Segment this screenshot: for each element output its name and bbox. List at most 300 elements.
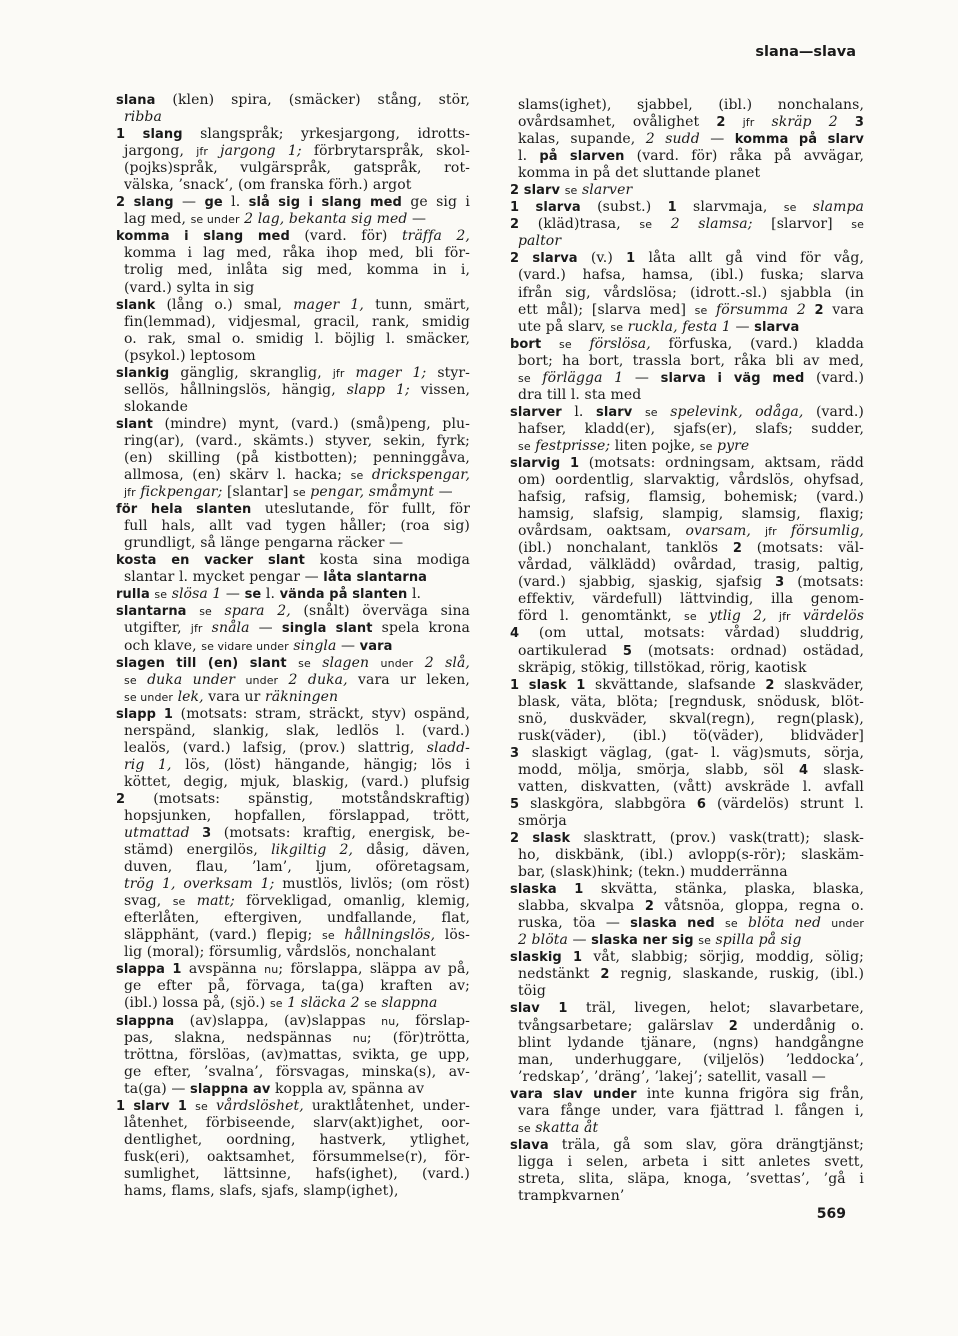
reference-marker: se	[195, 1099, 208, 1113]
reference-marker: se	[644, 405, 658, 419]
reference-marker: se	[350, 469, 364, 483]
reference-marker: se	[364, 997, 377, 1011]
definition-text: och klave,	[124, 637, 202, 654]
text-line	[116, 92, 470, 109]
definition-text: (kläd)trasa,	[519, 216, 640, 233]
definition-text	[838, 114, 855, 130]
headword: slankig	[116, 365, 170, 381]
definition-text: vara	[823, 301, 864, 318]
definition-text: slaskigt väglag, (gat- l. väg)smuts, sörja,	[519, 744, 864, 761]
definition-text: (om uttal, motsats: vårdad) sluddrig,	[519, 625, 864, 642]
reference-marker: nu	[264, 963, 279, 977]
definition-text: välska, ’snack’, (om franska förh.) argot	[124, 177, 412, 194]
text-line	[116, 978, 470, 995]
definition-text	[632, 404, 645, 420]
text-line	[116, 961, 470, 978]
definition-text: slaskgöra, slabbgöra	[519, 795, 697, 812]
text-line	[116, 484, 470, 501]
left-column	[116, 92, 470, 1200]
definition-text: snö, duskväder, skval(regn), regn(plask),	[518, 710, 864, 727]
definition-text: slangspråk; yrkesjargong, idrotts-	[182, 126, 470, 143]
text-line	[510, 677, 864, 694]
text-line	[116, 314, 470, 331]
cross-reference: ribba	[124, 109, 162, 126]
text-line	[510, 779, 864, 796]
reference-marker: jfr	[124, 486, 136, 500]
definition-text: [slarvor]	[752, 216, 852, 233]
text-line	[510, 949, 864, 966]
definition-text: hopsjunken, hopfallen, förslappad, trött,	[124, 807, 470, 824]
definition-text: —	[434, 484, 453, 501]
text-line	[510, 506, 864, 523]
definition-text: l.	[407, 586, 422, 603]
headword: vara slav under	[510, 1086, 637, 1102]
cross-reference: rig 1,	[124, 756, 172, 773]
definition-text	[203, 620, 212, 636]
reference-marker: nu	[381, 1014, 396, 1028]
definition-text: bort; ha bort, trassla bort, råka bli av med,	[518, 352, 864, 369]
definition-text: hams, flams, slafs, sjafs, slamp(ighet),	[124, 1183, 399, 1199]
running-head: slana—slava	[755, 44, 856, 60]
cross-reference: spelevink, odåga,	[670, 403, 804, 420]
definition-text: komma in på det sluttande planet	[518, 165, 761, 182]
definition-text: nerspänd, slankig, slak, ledlös l. (vard.)	[124, 722, 470, 739]
definition-text: (värdelös) strunt l.	[706, 795, 864, 812]
definition-text	[137, 672, 147, 688]
text-line	[510, 523, 864, 540]
definition-text: styr-	[426, 364, 470, 381]
definition-text: mustlös, livlös; (om röst)	[274, 876, 470, 893]
definition-text: lealös, (vard.) lafsig, (prov.) slattrig,	[124, 739, 427, 756]
text-line	[510, 574, 864, 591]
reference-marker: jfr	[778, 610, 791, 624]
cross-reference: värdelös	[802, 608, 864, 625]
definition-text: (vard. för)	[289, 228, 402, 245]
text-line	[116, 1047, 470, 1064]
text-line	[510, 694, 864, 711]
definition-text: (subst.)	[580, 199, 668, 216]
text-line	[510, 182, 864, 199]
definition-text: slabba, skvalpa	[518, 898, 645, 915]
text-line	[116, 927, 470, 944]
headword: slant	[116, 416, 153, 432]
cross-reference: slagen	[322, 654, 370, 671]
definition-text: ho, diskbänk, (ibl.) avlopp(s-rör); slaskäm-	[518, 847, 864, 864]
text-line	[510, 216, 864, 233]
cross-reference: singla	[293, 637, 337, 654]
definition-text: (pojks)språk, vulgärspråk, gatspråk, rot-	[124, 160, 470, 177]
text-line	[510, 1120, 864, 1137]
cross-reference: 2 slamsa;	[670, 216, 753, 233]
definition-text: (vard.) hafsa, hamsa, (ibl.) fuska; slarva	[518, 267, 864, 284]
definition-text: skvätta, stänka, plaska, blaska,	[583, 881, 864, 898]
definition-text: (ibl.) nonchalant, tanklös	[518, 540, 733, 557]
text-line	[116, 655, 470, 672]
text-line	[510, 1171, 864, 1188]
headword: slava	[510, 1137, 549, 1153]
definition-text	[821, 915, 831, 931]
reference-marker: se	[559, 337, 572, 351]
text-line	[510, 267, 864, 284]
headword: 3	[510, 745, 520, 761]
definition-text: —	[567, 932, 592, 949]
headword: slana	[116, 93, 156, 108]
definition-text: ge efter, ’svalna’, försvagas, minska(s), av-	[124, 1063, 470, 1080]
definition-text: låta allt gå vind för våg,	[635, 250, 864, 267]
headword: slaska ned	[630, 916, 715, 932]
definition-text: tvångsarbetare; galärslav	[518, 1017, 729, 1034]
definition-text: , förslap-	[395, 1012, 471, 1029]
headword: kosta en vacker slant	[116, 553, 305, 569]
reference-marker: se	[564, 184, 578, 198]
text-line	[510, 302, 864, 319]
definition-text: stämd) energilös,	[124, 842, 272, 859]
definition-text: träla, gå som slav, göra drängtjänst;	[548, 1136, 864, 1153]
definition-text: (en) skilling (på kistbotten); penninggåva,	[124, 449, 470, 466]
definition-text: (motsats:	[784, 574, 864, 591]
cross-reference: fickpengar;	[140, 484, 223, 501]
definition-text	[754, 114, 771, 130]
text-line	[116, 757, 470, 774]
headword: 4	[798, 762, 809, 778]
definition-text: (motsats: stram, sträckt, styv) ospänd,	[172, 705, 470, 722]
text-line	[510, 540, 864, 557]
definition-text: —	[730, 318, 755, 335]
text-line	[510, 353, 864, 370]
definition-text: vara ur leken,	[347, 671, 470, 688]
definition-text: duven, flau, ’lam’, ljum, oföretagsam,	[124, 859, 470, 876]
text-line	[116, 944, 470, 961]
reference-marker: se vidare under	[201, 639, 289, 653]
page-number: 569	[816, 1206, 846, 1222]
definition-text	[345, 365, 356, 381]
definition-text	[777, 523, 791, 539]
text-line	[510, 250, 864, 267]
definition-text: förbrytarspråk, skol-	[301, 143, 470, 160]
text-line	[116, 467, 470, 484]
definition-text: förd l. genomtänkt,	[518, 608, 685, 625]
text-line	[510, 643, 864, 660]
headword: 1 slask 1	[510, 677, 586, 693]
text-line	[116, 1132, 470, 1149]
headword: 2	[728, 1018, 738, 1034]
definition-text: kalas, supande,	[518, 131, 646, 148]
definition-text: töig	[518, 983, 546, 1000]
headword: 2	[116, 791, 126, 807]
definition-text: smörja	[518, 812, 567, 829]
definition-text: rusk(väder), (ibl.) tö(väder), blidväder]	[518, 727, 864, 744]
definition-text: liten pojke,	[610, 437, 700, 454]
headword: 2	[814, 302, 824, 318]
definition-text: vara fånge under, vara fjättrad l. fången i,	[518, 1102, 864, 1119]
cross-reference: spara 2,	[224, 603, 291, 620]
reference-marker: se	[518, 371, 531, 385]
reference-marker: se under	[190, 213, 240, 227]
definition-text: (av)slappa, (av)slappas	[174, 1012, 382, 1029]
headword: slappna av	[190, 1081, 271, 1097]
definition-text: våtsnöa, gloppa, regna o.	[653, 898, 864, 915]
text-line	[116, 348, 470, 365]
reference-marker: se	[783, 201, 797, 215]
definition-text: [slantar]	[222, 484, 294, 501]
definition-text	[652, 216, 671, 232]
headword: 2	[732, 541, 743, 557]
definition-text	[767, 608, 779, 624]
definition-text	[541, 336, 559, 352]
definition-text: lös-	[435, 927, 470, 944]
definition-text: låtenhet, förbiseende, slarv(akt)ighet, oor-	[124, 1114, 470, 1131]
reference-marker: jfr	[190, 622, 203, 636]
headword: slagen till (en) slant	[116, 655, 287, 671]
headword: 6	[696, 796, 707, 812]
headword: 2	[510, 217, 520, 233]
text-line	[116, 1081, 470, 1098]
text-line	[510, 336, 864, 353]
text-line	[116, 893, 470, 910]
definition-text: dåsig, däven,	[353, 842, 470, 859]
reference-marker: se	[172, 895, 186, 909]
definition-text	[278, 672, 288, 688]
text-line	[116, 689, 470, 706]
cross-reference: lek,	[177, 688, 204, 705]
text-line	[510, 1000, 864, 1017]
definition-text: —	[336, 637, 360, 654]
text-line	[510, 864, 864, 881]
text-line	[510, 608, 864, 625]
text-line	[510, 711, 864, 728]
text-line	[510, 370, 864, 387]
reference-marker: se	[298, 656, 311, 670]
cross-reference: skräp 2	[771, 114, 838, 131]
definition-text: ett mål); [slarva med]	[518, 301, 695, 318]
definition-text: ifrån sig, vårdslösa; (idrott.-sl.) sjabbla (in	[518, 284, 864, 301]
text-line	[116, 569, 470, 586]
definition-text: (motsats: väl-	[742, 540, 864, 557]
definition-text: (vard.) sjabbig, sjaskig, sjafsig	[518, 574, 776, 591]
cross-reference: matt;	[196, 893, 235, 910]
text-line	[116, 672, 470, 689]
text-line	[510, 1188, 864, 1205]
text-line	[510, 830, 864, 847]
definition-text	[572, 336, 590, 352]
definition-text: man, underhuggare, (viljelös) ’leddocka’,	[518, 1051, 864, 1068]
text-line	[116, 535, 470, 552]
headword: 2	[600, 967, 610, 983]
definition-text: (psykol.) leptosom	[124, 347, 256, 364]
cross-reference: jargong 1;	[220, 143, 302, 160]
reference-marker: under	[245, 673, 279, 687]
cross-reference: 2 blöta	[518, 932, 568, 949]
text-line	[510, 165, 864, 182]
definition-text: slask-	[808, 761, 865, 778]
text-line	[510, 387, 864, 404]
text-line	[116, 1166, 470, 1183]
text-line	[510, 660, 864, 677]
cross-reference: slapp 1;	[346, 381, 410, 398]
definition-text: (klen) spira, (smäcker) stång, stör,	[155, 92, 470, 108]
reference-marker: se	[694, 303, 708, 317]
headword: slantarna	[116, 604, 187, 620]
text-line	[510, 1035, 864, 1052]
text-line	[510, 625, 864, 642]
headword: bort	[510, 336, 542, 352]
cross-reference: trög 1, overksam 1;	[124, 876, 275, 893]
cross-reference: träffa 2,	[401, 228, 470, 245]
reference-marker: under	[831, 917, 864, 931]
headword: slarv	[596, 404, 633, 420]
definition-text	[208, 143, 220, 159]
definition-text: l.	[518, 148, 540, 165]
text-line	[510, 455, 864, 472]
definition-text: jargong,	[124, 143, 197, 160]
headword: vara	[359, 638, 393, 654]
definition-text: ; förslappa, släppa av på,	[278, 961, 470, 978]
headword: 2 slang	[116, 195, 174, 211]
definition-text	[796, 199, 812, 215]
text-line	[116, 910, 470, 927]
definition-text: oartikulerad	[518, 642, 623, 659]
text-line	[510, 1154, 864, 1171]
definition-text: ’redskap’, ’dräng’, ’lakej’; satellit, vasall —	[518, 1068, 826, 1085]
definition-text: slokande	[124, 398, 188, 415]
definition-text: ta(ga) —	[124, 1080, 191, 1097]
definition-text: förfuska, (vard.) kladda	[650, 335, 864, 352]
text-line	[510, 881, 864, 898]
headword: singla slant	[281, 621, 373, 637]
text-line	[510, 983, 864, 1000]
headword: komma i slang med	[116, 229, 290, 245]
text-line	[116, 194, 470, 211]
headword: 2 slask	[510, 831, 571, 847]
definition-text: slarvmaja,	[676, 199, 784, 216]
definition-text: l.	[222, 194, 249, 211]
headword: 1 slarva	[510, 200, 581, 216]
definition-text: (snålt) överväga sina	[290, 603, 471, 620]
text-line	[510, 97, 864, 114]
definition-text: ring(ar), (vard., skämts.) styver, sekin, fyrk;	[124, 432, 470, 449]
text-line	[116, 842, 470, 859]
text-line	[116, 160, 470, 177]
definition-text	[311, 655, 322, 671]
definition-text: (motsats: ordningsam, aktsam, rädd	[579, 454, 864, 471]
reference-marker: se	[154, 588, 168, 602]
reference-marker: se	[684, 610, 697, 624]
text-line	[510, 438, 864, 455]
text-line	[510, 1069, 864, 1086]
text-line	[510, 1052, 864, 1069]
text-line	[510, 898, 864, 915]
text-line	[116, 603, 470, 620]
definition-text: vatten, diskvatten, (vått) avskräde l. avfall	[518, 778, 864, 795]
text-line	[510, 728, 864, 745]
text-line	[510, 966, 864, 983]
definition-text: fusk(eri), oaktsamhet, försummelse(r), för-	[124, 1148, 470, 1165]
definition-text: underdånig o.	[737, 1017, 864, 1034]
definition-text	[187, 603, 200, 619]
headword: slarva	[754, 319, 800, 335]
cross-reference: förslösa,	[589, 335, 651, 352]
definition-text: lös, (löst) hängande, hängig; lös i	[171, 756, 471, 773]
definition-text	[363, 467, 372, 483]
definition-text	[707, 302, 716, 318]
definition-text: trampkvarnen’	[518, 1188, 625, 1204]
text-line	[116, 280, 470, 297]
headword: slav 1	[510, 1001, 568, 1017]
definition-text: köttet, degig, mjuk, blaskig, (vard.) plufsig	[124, 773, 470, 790]
definition-text	[715, 915, 725, 931]
definition-text: effektiv, värdefull) lättvindig, illa genom-	[518, 591, 864, 608]
headword: 2	[716, 115, 726, 131]
headword: slå sig i slang med	[248, 195, 402, 211]
definition-text	[190, 825, 202, 841]
headword: 3	[202, 826, 212, 842]
text-line	[510, 813, 864, 830]
text-line	[510, 421, 864, 438]
headword: 5	[622, 643, 633, 659]
text-line	[510, 1137, 864, 1154]
headword: slapp 1	[116, 706, 173, 722]
right-column	[510, 97, 864, 1205]
text-line	[116, 1115, 470, 1132]
text-line	[116, 433, 470, 450]
definition-text: l.	[261, 586, 280, 603]
text-line	[116, 1149, 470, 1166]
text-line	[116, 211, 470, 228]
text-line	[116, 126, 470, 143]
text-line	[510, 915, 864, 932]
cross-reference: hållningslös,	[344, 927, 436, 944]
text-line	[116, 1064, 470, 1081]
text-line	[116, 109, 470, 126]
reference-marker: under	[380, 656, 414, 670]
reference-marker: se	[321, 929, 335, 943]
definition-text: (motsats: kraftig, energisk, be-	[211, 825, 470, 842]
text-line	[510, 591, 864, 608]
definition-text: slaskväder,	[774, 676, 864, 693]
reference-marker: se	[518, 439, 531, 453]
definition-text: dentlighet, oordning, hastverk, ytlighet,	[124, 1131, 470, 1148]
headword: slaska 1	[510, 882, 584, 898]
text-line	[510, 319, 864, 336]
reference-marker: se	[639, 218, 653, 232]
headword: slarvig 1	[510, 455, 580, 471]
headword: 2 slarv	[510, 183, 561, 199]
cross-reference: räkningen	[264, 688, 339, 705]
text-line	[510, 1018, 864, 1035]
text-line	[116, 552, 470, 569]
definition-text	[235, 672, 245, 688]
definition-text	[413, 655, 424, 671]
definition-text	[208, 1098, 216, 1114]
definition-text: vårdad, välklädd) ovårdad, trasig, paltig,	[518, 557, 864, 574]
definition-text: sellös, hållningslös, hängig,	[124, 381, 347, 398]
cross-reference: pengar, småmynt	[310, 484, 435, 501]
reference-marker: se	[610, 320, 624, 334]
definition-text: kosta sina modiga	[304, 552, 470, 569]
definition-text: lig (moral); försumlig, vårdslös, nonchalant	[124, 944, 436, 961]
definition-text: utgifter,	[124, 620, 191, 637]
definition-text: allmosa, (en) skärv l. hacka;	[124, 467, 351, 484]
definition-text: skvättande, slafsande	[585, 676, 766, 693]
definition-text	[738, 915, 748, 931]
cross-reference: ruckla, festa 1	[627, 318, 731, 335]
definition-text: ligga i selen, arbeta i sitt anletes svett,	[518, 1153, 864, 1170]
headword: slaskig 1	[510, 950, 583, 966]
reference-marker: se	[124, 673, 137, 687]
text-line	[116, 245, 470, 262]
text-line	[116, 382, 470, 399]
headword: slappna	[116, 1013, 175, 1029]
